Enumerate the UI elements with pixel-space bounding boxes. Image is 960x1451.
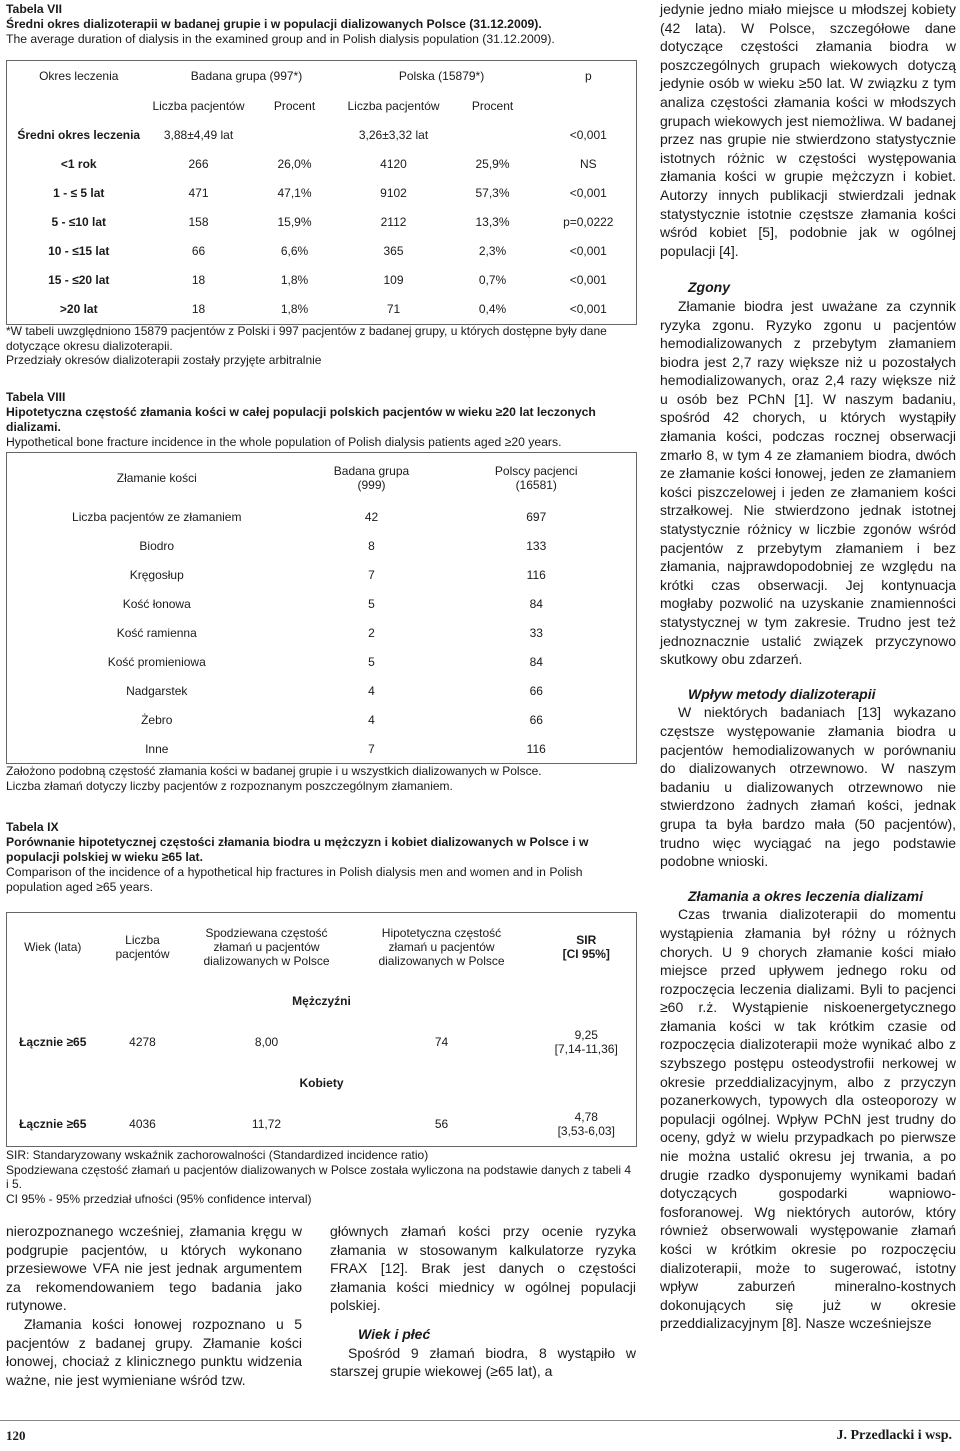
- cell: 0,7%: [478, 273, 507, 287]
- section-heading: Złamania a okres leczenia dializami: [688, 887, 923, 904]
- table-row: [7, 648, 637, 677]
- cell: 66: [191, 244, 206, 258]
- cell: 1,8%: [280, 273, 309, 287]
- row-label: Łącznie ≥65: [7, 1103, 99, 1147]
- table8-label: Tabela VIII: [6, 390, 66, 404]
- table9-title-en: Comparison of the incidence of a hypothetical hip fractures in Polish dialysis men and women and in Polish population aged ≥65 years.: [6, 865, 583, 894]
- table7-title-pl: Średni okres dializoterapii w badanej grupie i w populacji dializowanych Polsce (31.12.2009).: [6, 17, 542, 31]
- cell: 1,8%: [247, 295, 343, 325]
- table8-h-polish: [437, 453, 637, 503]
- table-row: [7, 706, 637, 735]
- table8-h-study: [307, 453, 437, 503]
- table9-h-hypo-line1: Hipotetyczna częstość: [381, 925, 502, 940]
- cell: [445, 121, 541, 150]
- table7-h-study: Badana grupa (997*): [151, 61, 343, 91]
- row-label: Kość promieniowa: [107, 655, 206, 669]
- cell: 71: [343, 295, 445, 325]
- cell: 15,9%: [277, 215, 312, 229]
- body-column-left: [6, 1222, 302, 1389]
- row-label: 10 - ≤15 lat: [48, 244, 110, 258]
- table8: [6, 452, 637, 764]
- cell: 133: [526, 539, 547, 553]
- cell: 5: [368, 655, 375, 669]
- table7-h-period: Okres leczenia: [7, 61, 151, 91]
- cell: 9102: [380, 186, 407, 200]
- paragraph: Spośród 9 złamań biodra, 8 wystąpiło w starszej grupie wiekowej (≥65 lat), a: [330, 1344, 636, 1380]
- table7-h2-pct1: Procent: [273, 98, 316, 113]
- table-row: [7, 121, 637, 150]
- table7-h2-n2: Liczba pacjentów: [347, 98, 440, 113]
- cell: 2112: [380, 215, 407, 229]
- table7-title-en: The average duration of dialysis in the examined group and in Polish dialysis population (31.12.2009).: [6, 32, 555, 46]
- cell: 8: [368, 539, 375, 553]
- table9-h-sir-line1: SIR: [576, 932, 597, 947]
- table-row: [7, 677, 637, 706]
- table9-note3: CI 95% - 95% przedział ufności (95% confidence interval): [6, 1191, 312, 1206]
- table9-h-expected: [187, 913, 347, 981]
- row-label: Kręgosłup: [129, 568, 184, 582]
- table9-men-label: Mężczyźni: [292, 993, 351, 1008]
- cell: 2,3%: [478, 244, 507, 258]
- cell: 25,9%: [475, 157, 510, 171]
- row-label: 1 - ≤ 5 lat: [53, 186, 105, 200]
- running-author: J. Przedlacki i wsp.: [836, 1428, 952, 1443]
- ci-value: [7,14-11,36]: [554, 1041, 618, 1056]
- table9-women-label: Kobiety: [299, 1075, 344, 1090]
- cell: 266: [188, 157, 209, 171]
- table9-note1: SIR: Standaryzowany wskaźnik zachorowalności (Standardized incidence ratio): [6, 1148, 429, 1162]
- table-row: [7, 179, 637, 208]
- cell: 7: [368, 568, 375, 582]
- sir-value: 9,25: [574, 1027, 598, 1042]
- cell: [537, 1103, 637, 1147]
- paragraph: nierozpoznanego wcześniej, złamania kręgu w podgrupie pacjentów, u których wykonano przesiewowe VFA nie jest jednak argumentem za rekomendowaniem tego badania jako rutynowe.: [6, 1223, 302, 1314]
- table9-h-n: [99, 913, 187, 981]
- table-row: [7, 295, 637, 325]
- cell: 18: [191, 273, 206, 287]
- cell: <0,001: [569, 244, 607, 258]
- cell: <0,001: [569, 128, 607, 142]
- cell: 6,6%: [280, 244, 309, 258]
- table7-caption: [6, 2, 636, 47]
- cell: 3,26±3,32 lat: [358, 128, 429, 142]
- row-label: Łącznie ≥65: [19, 1034, 87, 1049]
- table8-title-en: Hypothetical bone fracture incidence in the whole population of Polish dialysis patients aged ≥20 years.: [6, 435, 562, 449]
- cell: 3,88±4,49 lat: [163, 128, 234, 142]
- cell: p=0,0222: [563, 215, 614, 229]
- cell: 74: [434, 1034, 449, 1049]
- table-row: [7, 590, 637, 619]
- row-label: Nadgarstek: [126, 684, 188, 698]
- row-label: Żebro: [141, 713, 173, 727]
- cell: [247, 121, 343, 150]
- cell: 4036: [99, 1103, 187, 1147]
- paragraph: głównych złamań kości przy ocenie ryzyka złamania w stosowanym kalkulatorze ryzyka FRAX [12]. Brak jest danych o częstości złamania kości miednicy w ogólnej populacji polskiej.: [330, 1223, 636, 1314]
- table-row: [7, 619, 637, 648]
- table7-note2: Przedziały okresów dializoterapii zostały przyjęte arbitralnie: [6, 353, 322, 367]
- cell: <0,001: [569, 273, 607, 287]
- row-label: 5 - ≤10 lat: [51, 215, 107, 229]
- row-label: Kość łonowa: [122, 597, 191, 611]
- table-row: [7, 266, 637, 295]
- cell: 2: [368, 626, 375, 640]
- cell: 8,00: [254, 1034, 279, 1049]
- table-row: [7, 561, 637, 590]
- table9-h-expected-line2: złamań u pacjentów: [213, 939, 320, 954]
- row-label: 15 - ≤20 lat: [48, 273, 110, 287]
- cell: 365: [383, 244, 404, 258]
- table7-h2-n1: Liczba pacjentów: [152, 98, 245, 113]
- cell: 4120: [380, 157, 407, 171]
- table7: [6, 60, 637, 325]
- table9-h-n-line2: pacjentów: [115, 946, 170, 961]
- footer-rule: [0, 1420, 960, 1421]
- table9-note2: Spodziewana częstość złamań u pacjentów dializowanych w Polsce została wyliczona na podstawie danych z tabeli 4 i 5.: [6, 1162, 632, 1191]
- table9-h-n-line1: Liczba: [125, 932, 160, 947]
- cell: 116: [526, 568, 546, 582]
- section-heading: Wiek i płeć: [358, 1325, 431, 1342]
- cell: 84: [529, 597, 543, 611]
- table9-title-pl: Porównanie hipotetycznej częstości złamania biodra u mężczyzn i kobiet dializowanych w Polsce i w populacji polskiej w wieku ≥65 lat.: [6, 835, 589, 864]
- cell: 4278: [129, 1034, 156, 1049]
- table8-title-pl: Hipotetyczna częstość złamania kości w całej populacji polskich pacjentów w wieku ≥20 lat leczonych dializami.: [6, 405, 596, 434]
- table7-notes: [6, 324, 636, 368]
- table9-h-hypo: [347, 913, 537, 981]
- cell: 66: [529, 713, 543, 727]
- cell: 697: [526, 510, 547, 524]
- paragraph: Złamanie biodra jest uważane za czynnik ryzyka zgonu. Ryzyko zgonu u pacjentów hemodializowanych z przebytym złamaniem biodra jest 2,7 razy większe niż u pozostałych hemodializowanych, oraz 2,4 razy większe niż u osób bez PChN [1]. W naszym badaniu, spośród 42 chorych, u których wystąpiły złamania kości, podczas rocznej obserwacji zmarło 8, w tym 4 ze złamaniem biodra, dwóch ze złamanie kości łonowej, jeden ze złamaniem kości piszczelowej i jeden ze złamaniem kości strzałkowej. Nie stwierdzono jednak istotnej statystycznie różnicy w liczbie zgonów wśród pacjentów z przebytym złamaniem i bez złamania, najprawdopodobniej ze względu na krótki czas obserwacji. Jej kontynuacja mogłaby pozwolić na uzyskanie znamienności statystycznej w tym zakresie. Trudno jest też jednoznacznie ustalić związek przyczynowo skutkowy obu zdarzeń.: [660, 297, 956, 668]
- table8-note2: Liczba złamań dotyczy liczby pacjentów z rozpoznanym poszczególnym złamaniem.: [6, 778, 453, 793]
- table-row: [7, 735, 637, 764]
- row-label: Inne: [7, 735, 307, 764]
- table7-h2-pct2: Procent: [471, 98, 514, 113]
- table9-h-expected-line1: Spodziewana częstość: [205, 925, 328, 940]
- cell: 109: [383, 273, 404, 287]
- row-label: Kość ramienna: [116, 626, 197, 640]
- table-row: [7, 532, 637, 561]
- row-label: <1 rok: [60, 157, 97, 171]
- paragraph: W niektórych badaniach [13] wykazano częstsze występowanie złamania biodra u pacjentów hemodializowanych w porównaniu do dializowanych otrzewnowo. W naszym badaniu u dializowanych otrzewnowo nie stwierdzono żadnych złamań kości, jednak grupa ta była bardzo mała (50 pacjentów), trudno więc wyciągać na jego podstawie podobne wnioski.: [660, 704, 956, 870]
- section-heading: Zgony: [688, 279, 730, 296]
- table-row: [7, 1021, 637, 1063]
- cell: 57,3%: [475, 186, 510, 200]
- table9-h-sir: [537, 913, 637, 981]
- cell: 158: [188, 215, 209, 229]
- body-column-mid: [330, 1222, 636, 1381]
- table8-note1: Założono podobną częstość złamania kości w badanej grupie i u wszystkich dializowanych w Polsce.: [6, 764, 542, 778]
- page-number: 120: [6, 1428, 26, 1443]
- cell: 42: [364, 510, 379, 524]
- cell: 116: [437, 735, 637, 764]
- cell: 84: [529, 655, 543, 669]
- table7-h-p: p: [541, 61, 637, 91]
- cell: 56: [347, 1103, 537, 1147]
- paragraph: jedynie jedno miało miejsce u młodszej kobiety (42 lata). W Polsce, szczegółowe dane dotyczące częstości złamania biodra w poszczególnych grupach wiekowych dotyczą jedynie osób w wieku ≥50 lat. W związku z tym analiza częstości złamania kości w młodszych grupach wiekowych jest niemożliwa. W badanej przez nas grupie nie stwierdzono statystycznie istotnych różnic w częstości występowania złamania kości w grupie mężczyzn i kobiet. Autorzy innych publikacji stwierdzali jednak statystycznie istotnie częstsze złamania kości wśród kobiet [5], podobnie jak w ogólnej populacji [4].: [660, 1, 956, 259]
- table9-notes: [6, 1148, 636, 1206]
- table-row: [7, 1103, 637, 1147]
- cell: 7: [307, 735, 437, 764]
- table8-notes: [6, 764, 636, 793]
- cell: 13,3%: [475, 215, 510, 229]
- cell: 0,4%: [445, 295, 541, 325]
- paragraph: Czas trwania dializoterapii do momentu wystąpienia złamania był różny u różnych chorych. U 9 chorych złamanie kości miało miejsce przed upływem jednego roku od rozpoczęcia leczenia dializami. Byli to pacjenci ≥60 r.ż. Wystąpienie niskoenergetycznego złamania kości w tak krótkim czasie od rozpoczęcia dializoterapii może wynikać albo z szybszego postępu osteodystrofii nerkowej w okresie przeddializacyjnym, albo z przyczyn pozanerkowych, typowych dla osteoporozy w populacji ogólnej. Wpływ PChN jest trudny do oceny, gdyż w wielu przypadkach po pierwsze nie można ustalić okresu jej trwania, a po drugie rzadko dysponujemy wynikami badań dotyczących gospodarki wapniowo-fosforanowej. Wg niektórych autorów, który również obserwowali występowanie złamań kości w krótkim okresie po rozpoczęciu dializoterapii, może to sugerować, istotny wpływ zaburzeń mineralno-kostnych dokonujących się już w okresie przeddializacyjnym [8]. Nasze wcześniejsze: [660, 906, 956, 1332]
- table9-h-hypo-line2: złamań u pacjentów: [388, 939, 495, 954]
- cell: 26,0%: [277, 157, 312, 171]
- cell: NS: [579, 157, 597, 171]
- table8-h-study-line1: Badana grupa: [333, 463, 410, 478]
- table8-h-polish-line2: (16581): [515, 477, 557, 492]
- table9-h-expected-line3: dializowanych w Polsce: [203, 953, 330, 968]
- body-column-right: [660, 0, 956, 1333]
- row-label: Średni okres leczenia: [17, 128, 141, 142]
- table7-h-poland: Polska (15879*): [343, 61, 541, 91]
- table9-h-age: Wiek (lata): [7, 913, 99, 981]
- table9: [6, 912, 637, 1147]
- cell: 471: [188, 186, 209, 200]
- table8-h-study-line2: (999): [357, 477, 386, 492]
- table9-label: Tabela IX: [6, 820, 59, 834]
- cell: 18: [151, 295, 247, 325]
- table8-h-fracture: Złamanie kości: [7, 453, 307, 503]
- cell: 33: [529, 626, 543, 640]
- table-row: [7, 150, 637, 179]
- ci-value: [3,53-6,03]: [557, 1124, 615, 1139]
- cell: <0,001: [541, 295, 637, 325]
- cell: 66: [529, 684, 543, 698]
- cell: 5: [368, 597, 375, 611]
- table9-h-sir-line2: [CI 95%]: [562, 946, 610, 961]
- table9-h-hypo-line3: dializowanych w Polsce: [378, 953, 505, 968]
- table-row: [7, 208, 637, 237]
- table9-caption: [6, 820, 636, 895]
- table-row: [7, 503, 637, 532]
- cell: <0,001: [569, 186, 607, 200]
- table7-label: Tabela VII: [6, 2, 62, 16]
- sir-value: 4,78: [574, 1110, 598, 1125]
- table7-note1: *W tabeli uwzględniono 15879 pacjentów z Polski i 997 pacjentów z badanej grupy, u których dostępne były dane dotyczące okresu dializoterapii.: [6, 324, 607, 353]
- section-heading: Wpływ metody dializoterapii: [688, 685, 876, 702]
- cell: 4: [368, 713, 375, 727]
- paragraph: Złamania kości łonowej rozpoznano u 5 pacjentów z badanej grupy. Złamanie kości łonowej, chociaż z klinicznego punktu widzenia ważne, nie jest wymieniane wśród tzw.: [6, 1315, 302, 1388]
- row-label: >20 lat: [7, 295, 151, 325]
- table8-caption: [6, 390, 636, 450]
- cell: 4: [368, 684, 375, 698]
- row-label: Biodro: [139, 539, 175, 553]
- table8-h-polish-line1: Polscy pacjenci: [494, 463, 578, 478]
- row-label: Liczba pacjentów ze złamaniem: [72, 510, 242, 524]
- cell: 11,72: [187, 1103, 347, 1147]
- table-row: [7, 237, 637, 266]
- cell: 47,1%: [277, 186, 312, 200]
- cell: [537, 1021, 637, 1063]
